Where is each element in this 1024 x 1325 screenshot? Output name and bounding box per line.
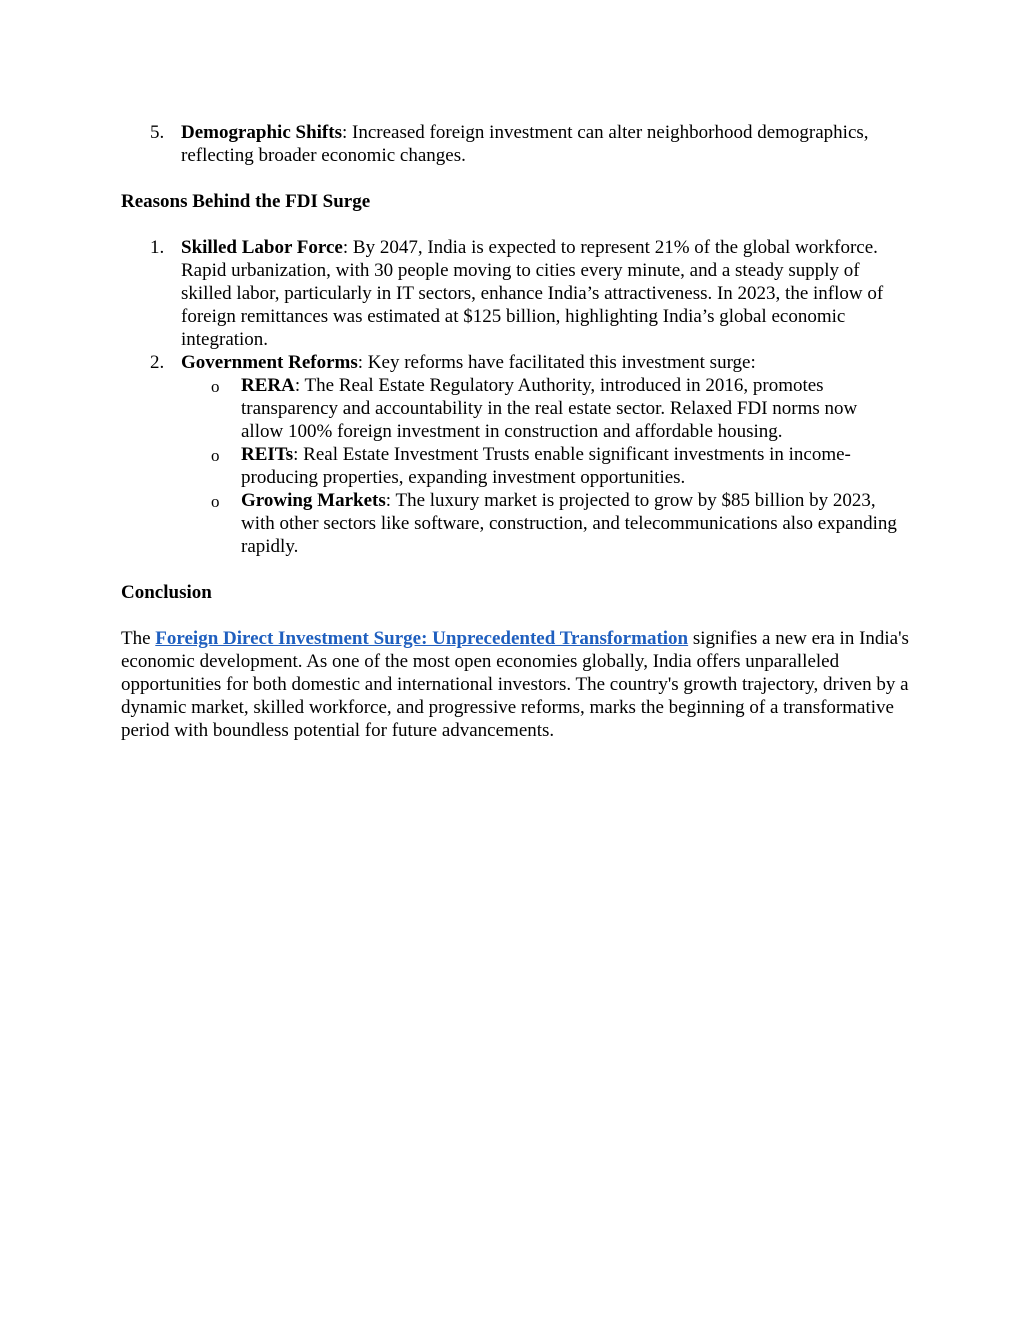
list-number: 1. bbox=[150, 237, 165, 258]
list-item-text: : Increased foreign investment can alter neighborhood demographics, reflecting broader economic changes. bbox=[181, 122, 869, 166]
conclusion-paragraph bbox=[121, 627, 911, 742]
conclusion-lead: The bbox=[121, 628, 156, 649]
section-heading-conclusion: Conclusion bbox=[121, 582, 212, 603]
sublist-item-rera bbox=[121, 374, 901, 443]
sublist-item-term: REITs bbox=[241, 444, 294, 465]
bullet-icon: o bbox=[211, 492, 220, 511]
list-item-term: Government Reforms bbox=[181, 352, 358, 373]
bullet-icon: o bbox=[211, 446, 220, 465]
list-number: 2. bbox=[150, 352, 165, 373]
fdi-surge-article-link[interactable]: Foreign Direct Investment Surge: Unprecedented Transformation bbox=[155, 628, 689, 649]
sublist-item-text: : Real Estate Investment Trusts enable significant investments in income-producing properties, expanding investment opportunities. bbox=[241, 444, 851, 488]
sublist-item-text: : The Real Estate Regulatory Authority, introduced in 2016, promotes transparency and accountability in the real estate sector. Relaxed FDI norms now allow 100% foreign investment in construction and affordable housing. bbox=[241, 375, 858, 442]
sublist-item-term: Growing Markets bbox=[241, 490, 386, 511]
sublist-item-term: RERA bbox=[241, 375, 295, 396]
list-number: 5. bbox=[150, 122, 165, 143]
list-item-government-reforms bbox=[121, 351, 911, 374]
sublist-item-growing-markets bbox=[121, 489, 901, 558]
list-item-term: Skilled Labor Force bbox=[181, 237, 343, 258]
conclusion-text: signifies a new era in India's economic development. As one of the most open economies globally, India offers unparalleled opportunities for both domestic and international investors. The country's growth trajectory, driven by a dynamic market, skilled workforce, and progressive reforms, marks the beginning of a transformative period with boundless potential for future advancements. bbox=[121, 628, 909, 741]
list-item-skilled-labor bbox=[121, 236, 911, 351]
list-item-text: : By 2047, India is expected to represent 21% of the global workforce. Rapid urbanization, with 30 people moving to cities every minute, and a steady supply of skilled labor, particularly in IT sectors, enhance India’s attractiveness. In 2023, the inflow of foreign remittances was estimated at $125 billion, highlighting India’s global economic integration. bbox=[181, 237, 884, 350]
bullet-icon: o bbox=[211, 377, 220, 396]
sublist-item-reits bbox=[121, 443, 901, 489]
sublist-item-text: : The luxury market is projected to grow by $85 billion by 2023, with other sectors like software, construction, and telecommunications also expanding rapidly. bbox=[241, 490, 897, 557]
list-item-text: : Key reforms have facilitated this investment surge: bbox=[357, 352, 756, 373]
list-item-demographic-shifts bbox=[121, 121, 911, 167]
document-page bbox=[121, 121, 911, 742]
list-item-term: Demographic Shifts bbox=[181, 122, 342, 143]
section-heading-reasons: Reasons Behind the FDI Surge bbox=[121, 191, 371, 212]
